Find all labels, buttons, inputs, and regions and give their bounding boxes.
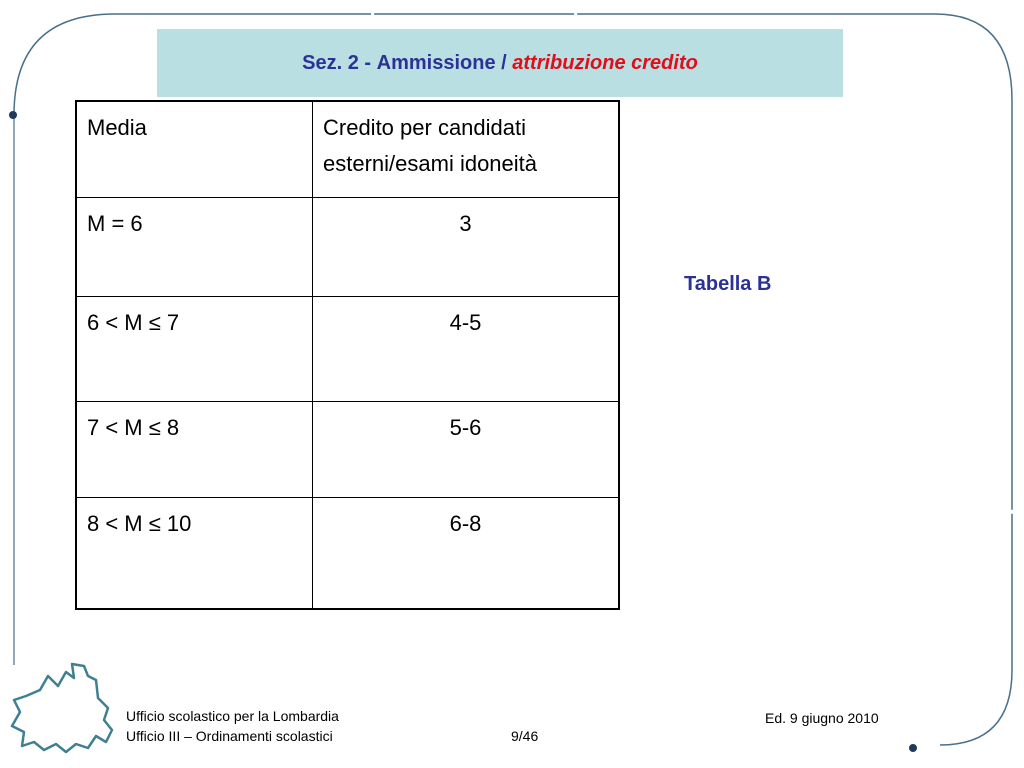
header-credito-line1: Credito per candidati	[323, 115, 527, 140]
row-media: 8 < M ≤ 10	[76, 497, 313, 609]
header-credito-line2: esterni/esami idoneità	[323, 151, 538, 176]
title-topic: Ammissione	[376, 51, 496, 74]
header-media: Media	[76, 101, 313, 197]
table-row	[76, 497, 619, 609]
row-media: M = 6	[76, 197, 313, 296]
row-credito: 6-8	[313, 497, 620, 609]
title-slash: /	[495, 51, 513, 74]
header-credito	[313, 101, 620, 197]
table-row	[76, 401, 619, 497]
footer-office-line1: Ufficio scolastico per la Lombardia	[126, 708, 339, 724]
footer-office-line2: Ufficio III – Ordinamenti scolastici	[126, 728, 333, 744]
title-subtopic: attribuzione credito	[512, 51, 698, 74]
frame-dot-left	[9, 111, 17, 119]
lombardy-map-logo	[12, 664, 112, 752]
title-banner	[157, 29, 843, 97]
row-media: 6 < M ≤ 7	[76, 296, 313, 401]
table-row	[76, 296, 619, 401]
edition-date: Ed. 9 giugno 2010	[765, 710, 879, 726]
row-credito: 4-5	[313, 296, 620, 401]
frame-dot-right	[909, 744, 917, 752]
row-media: 7 < M ≤ 8	[76, 401, 313, 497]
side-label: Tabella B	[684, 273, 772, 295]
table-row	[76, 197, 619, 296]
row-credito: 3	[313, 197, 620, 296]
footer-office	[126, 706, 339, 746]
title-section: Sez. 2	[302, 51, 359, 74]
title-separator: -	[358, 51, 377, 74]
credit-table	[75, 100, 620, 610]
table-header-row	[76, 101, 619, 197]
row-credito: 5-6	[313, 401, 620, 497]
page-number: 9/46	[511, 728, 539, 744]
